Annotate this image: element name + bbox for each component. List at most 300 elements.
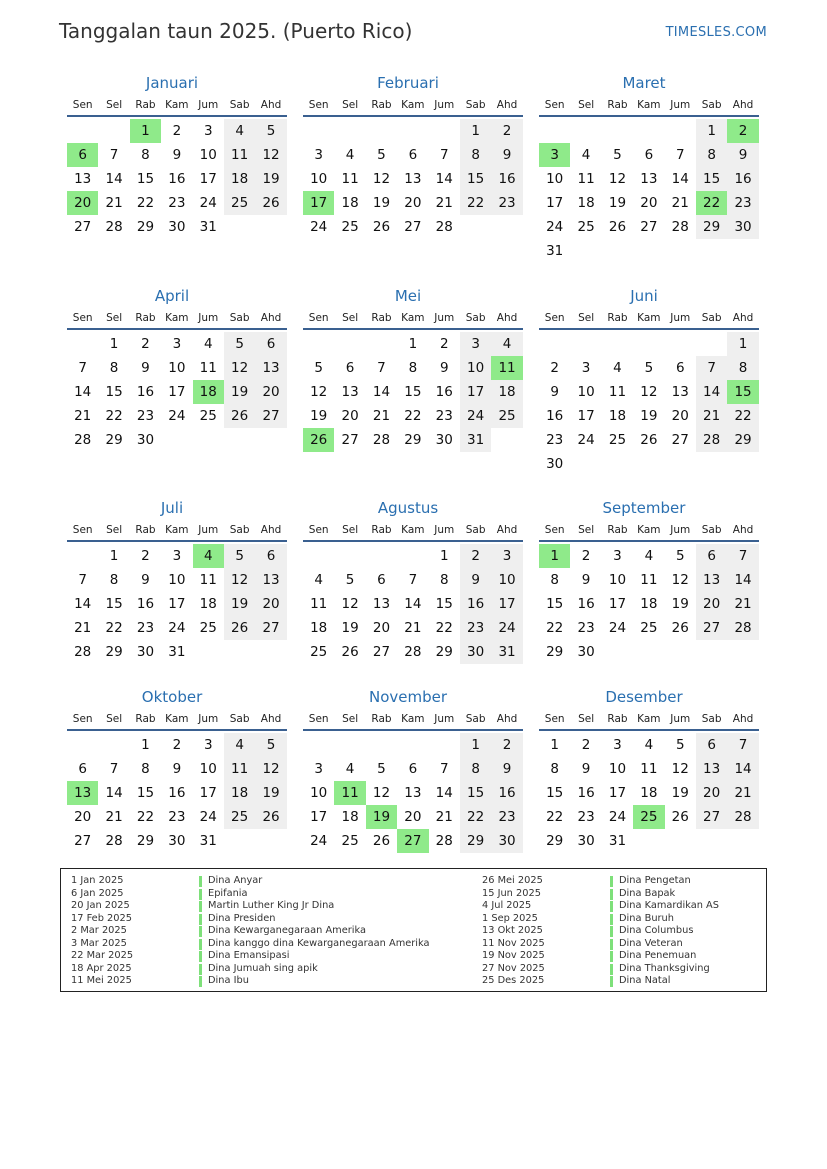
day-cell: 22 — [136, 809, 155, 825]
day-cell: 27 — [341, 432, 359, 448]
month-name: Februari — [377, 74, 439, 92]
legend-date: 22 Mar 2025 — [71, 950, 134, 961]
weekday-label: Sen — [308, 524, 329, 536]
day-cell: 15 — [460, 167, 491, 191]
day-cell: 10 — [199, 761, 217, 777]
holiday-marker — [610, 976, 613, 987]
legend-row — [482, 950, 719, 963]
day-cell: 1 — [408, 336, 418, 352]
day-cell: 10 — [460, 356, 491, 380]
legend-holiday-name: Dina Natal — [619, 975, 671, 986]
day-cell: 3 — [314, 761, 323, 777]
holiday-day-cell: 27 — [397, 829, 428, 853]
legend-column-left — [71, 875, 430, 988]
day-cell: 31 — [608, 833, 627, 849]
legend-date: 26 Mei 2025 — [482, 875, 543, 886]
day-grid — [539, 332, 759, 476]
legend-row — [71, 938, 430, 951]
weekday-label: Sel — [342, 524, 359, 536]
day-cell: 9 — [581, 572, 591, 588]
weekday-label: Sen — [544, 99, 565, 111]
day-cell: 6 — [408, 147, 418, 163]
day-cell: 23 — [168, 809, 186, 825]
weekday-label: Jum — [434, 524, 455, 536]
legend-row — [71, 925, 430, 938]
day-cell: 18 — [224, 781, 255, 805]
day-cell: 28 — [435, 219, 453, 235]
day-cell: 18 — [199, 596, 217, 612]
month-name: Juni — [630, 287, 658, 305]
day-cell: 11 — [608, 384, 627, 400]
day-cell: 23 — [546, 432, 564, 448]
holiday-day-cell: 2 — [727, 119, 758, 143]
day-cell: 4 — [581, 147, 591, 163]
empty-cell — [303, 119, 334, 143]
day-cell: 1 — [696, 119, 727, 143]
weekday-label: Kam — [165, 524, 189, 536]
day-cell: 24 — [199, 195, 217, 211]
day-cell: 31 — [199, 219, 217, 235]
legend-row — [71, 875, 430, 888]
day-cell: 10 — [491, 568, 522, 592]
empty-cell — [303, 733, 334, 757]
legend-date: 11 Mei 2025 — [71, 975, 132, 986]
day-cell: 3 — [613, 737, 622, 753]
day-grid — [539, 119, 759, 263]
empty-cell — [397, 733, 428, 757]
month-mei — [296, 283, 516, 452]
day-grid — [67, 544, 287, 664]
legend-holiday-name: Dina Thanksgiving — [619, 962, 710, 974]
day-cell: 28 — [727, 616, 758, 640]
day-cell: 8 — [727, 356, 758, 380]
day-cell: 5 — [314, 360, 323, 376]
day-cell: 13 — [696, 757, 727, 781]
day-cell: 23 — [136, 408, 155, 424]
page-title: Tanggalan taun 2025. (Puerto Rico) — [59, 19, 413, 43]
day-cell: 13 — [696, 568, 727, 592]
day-cell: 15 — [105, 384, 123, 400]
day-cell: 2 — [491, 119, 522, 143]
weekday-header — [67, 96, 287, 117]
legend-date: 3 Mar 2025 — [71, 937, 127, 949]
weekday-label: Ahd — [496, 99, 518, 111]
day-cell: 16 — [460, 592, 491, 616]
day-cell: 9 — [581, 761, 591, 777]
day-cell: 12 — [255, 757, 286, 781]
empty-cell — [67, 733, 98, 757]
day-cell: 11 — [224, 757, 255, 781]
day-cell: 1 — [109, 336, 119, 352]
day-cell: 20 — [74, 809, 92, 825]
day-cell: 25 — [640, 620, 658, 636]
weekday-header — [539, 96, 759, 117]
day-cell: 12 — [224, 568, 255, 592]
empty-cell — [334, 119, 365, 143]
brand-link[interactable]: TIMESLES.COM — [665, 25, 767, 40]
day-cell: 29 — [136, 833, 155, 849]
weekday-label: Sel — [578, 312, 595, 324]
day-cell: 10 — [608, 761, 627, 777]
day-cell: 30 — [577, 833, 595, 849]
empty-cell — [633, 119, 664, 143]
day-cell: 1 — [141, 737, 150, 753]
legend-holiday-name: Martin Luther King Jr Dina — [208, 900, 335, 911]
holiday-day-cell: 1 — [130, 119, 161, 143]
month-februari — [296, 70, 516, 239]
day-cell: 4 — [314, 572, 323, 588]
day-cell: 30 — [168, 219, 186, 235]
day-cell: 21 — [727, 781, 758, 805]
weekday-label: Sab — [229, 312, 250, 324]
holiday-marker — [610, 926, 613, 937]
weekday-label: Ahd — [496, 524, 518, 536]
day-cell: 21 — [105, 809, 123, 825]
day-cell: 19 — [310, 408, 328, 424]
day-cell: 27 — [372, 644, 391, 660]
day-cell: 9 — [172, 147, 182, 163]
holiday-day-cell: 25 — [633, 805, 664, 829]
day-cell: 12 — [310, 384, 328, 400]
day-cell: 23 — [491, 191, 522, 215]
day-cell: 11 — [224, 143, 255, 167]
day-cell: 4 — [345, 147, 355, 163]
day-cell: 15 — [136, 785, 155, 801]
day-cell: 14 — [435, 785, 453, 801]
day-cell: 25 — [310, 644, 328, 660]
day-cell: 29 — [105, 432, 123, 448]
legend-holiday-name: Dina Ibu — [208, 975, 249, 986]
day-grid — [67, 332, 287, 452]
month-name: Juli — [160, 499, 184, 517]
day-cell: 10 — [310, 171, 328, 187]
weekday-label: Sen — [72, 713, 93, 725]
day-cell: 27 — [696, 616, 727, 640]
day-cell: 1 — [727, 332, 758, 356]
legend-holiday-name: Epifania — [208, 887, 248, 899]
weekday-label: Kam — [165, 713, 189, 725]
day-cell: 20 — [255, 592, 286, 616]
day-cell: 15 — [435, 596, 453, 612]
day-cell: 5 — [255, 733, 286, 757]
day-cell: 11 — [341, 171, 359, 187]
day-cell: 13 — [671, 384, 689, 400]
day-cell: 19 — [608, 195, 627, 211]
weekday-header — [539, 710, 759, 731]
day-cell: 13 — [255, 356, 286, 380]
day-cell: 16 — [168, 785, 186, 801]
day-cell: 24 — [310, 219, 328, 235]
weekday-label: Ahd — [260, 99, 282, 111]
day-cell: 4 — [203, 336, 213, 352]
weekday-header — [67, 710, 287, 731]
day-cell: 14 — [74, 384, 92, 400]
weekday-label: Sen — [72, 312, 93, 324]
day-cell: 10 — [577, 384, 595, 400]
weekday-label: Sab — [465, 713, 486, 725]
day-cell: 5 — [377, 761, 386, 777]
day-cell: 30 — [136, 432, 155, 448]
day-cell: 27 — [74, 219, 92, 235]
day-cell: 7 — [109, 761, 119, 777]
month-januari — [60, 70, 280, 239]
day-cell: 10 — [168, 360, 186, 376]
holiday-day-cell: 13 — [67, 781, 98, 805]
day-cell: 27 — [404, 219, 422, 235]
day-cell: 15 — [136, 171, 155, 187]
day-cell: 31 — [546, 243, 564, 259]
day-cell: 30 — [168, 833, 186, 849]
weekday-label: Kam — [401, 524, 425, 536]
month-name: September — [602, 499, 686, 517]
weekday-label: Sab — [701, 312, 722, 324]
day-cell: 26 — [608, 219, 627, 235]
day-cell: 22 — [435, 620, 453, 636]
legend-row — [482, 913, 719, 926]
holiday-day-cell: 15 — [727, 380, 758, 404]
legend-holiday-name: Dina Kewarganegaraan Amerika — [208, 925, 366, 936]
empty-cell — [67, 332, 98, 356]
legend-row — [482, 888, 719, 901]
day-cell: 25 — [608, 432, 627, 448]
weekday-header — [303, 309, 523, 330]
empty-cell — [397, 544, 428, 568]
day-cell: 22 — [546, 809, 564, 825]
legend-row — [71, 975, 430, 988]
day-cell: 18 — [640, 596, 658, 612]
day-cell: 13 — [255, 568, 286, 592]
legend-date: 19 Nov 2025 — [482, 950, 545, 961]
day-cell: 19 — [224, 380, 255, 404]
weekday-label: Jum — [198, 312, 219, 324]
empty-cell — [570, 332, 601, 356]
day-cell: 4 — [644, 737, 654, 753]
day-cell: 15 — [105, 596, 123, 612]
weekday-label: Jum — [434, 713, 455, 725]
day-cell: 2 — [141, 548, 150, 564]
day-cell: 28 — [74, 644, 92, 660]
weekday-label: Sel — [342, 312, 359, 324]
day-cell: 7 — [727, 733, 758, 757]
day-grid — [303, 733, 523, 853]
day-cell: 13 — [404, 171, 422, 187]
day-cell: 19 — [255, 167, 286, 191]
month-name: Mei — [394, 287, 422, 305]
day-cell: 23 — [577, 620, 595, 636]
day-cell: 31 — [199, 833, 217, 849]
weekday-label: Jum — [434, 99, 455, 111]
day-cell: 25 — [577, 219, 595, 235]
day-cell: 2 — [172, 737, 182, 753]
day-cell: 25 — [341, 833, 359, 849]
legend-date: 2 Mar 2025 — [71, 925, 127, 936]
day-cell: 8 — [696, 143, 727, 167]
day-cell: 16 — [577, 785, 595, 801]
month-maret — [532, 70, 752, 263]
weekday-label: Sab — [701, 99, 722, 111]
day-cell: 15 — [546, 596, 564, 612]
day-cell: 17 — [491, 592, 522, 616]
day-cell: 15 — [404, 384, 422, 400]
day-cell: 28 — [105, 219, 123, 235]
weekday-label: Sel — [106, 99, 123, 111]
empty-cell — [539, 332, 570, 356]
month-november — [296, 684, 516, 853]
day-cell: 6 — [675, 360, 685, 376]
empty-cell — [366, 332, 397, 356]
day-cell: 16 — [136, 596, 155, 612]
weekday-label: Sel — [578, 713, 595, 725]
day-cell: 24 — [168, 408, 186, 424]
weekday-label: Rab — [371, 524, 392, 536]
empty-cell — [67, 544, 98, 568]
weekday-header — [67, 309, 287, 330]
day-cell: 18 — [491, 380, 522, 404]
weekday-label: Sab — [229, 99, 250, 111]
weekday-label: Sen — [308, 99, 329, 111]
day-cell: 30 — [460, 640, 491, 664]
day-cell: 7 — [109, 147, 119, 163]
weekday-label: Kam — [637, 524, 661, 536]
day-cell: 31 — [460, 428, 491, 452]
holiday-marker — [199, 939, 202, 950]
day-cell: 2 — [581, 548, 591, 564]
day-cell: 16 — [435, 384, 453, 400]
day-cell: 16 — [546, 408, 564, 424]
legend-date: 6 Jan 2025 — [71, 887, 124, 899]
month-name: November — [368, 688, 448, 706]
day-cell: 3 — [314, 147, 323, 163]
day-cell: 22 — [136, 195, 155, 211]
empty-cell — [98, 119, 129, 143]
day-cell: 11 — [199, 360, 217, 376]
weekday-label: Ahd — [732, 524, 754, 536]
day-cell: 21 — [435, 195, 453, 211]
day-cell: 29 — [546, 833, 564, 849]
day-cell: 16 — [136, 384, 155, 400]
day-cell: 25 — [341, 219, 359, 235]
day-cell: 3 — [172, 336, 182, 352]
day-cell: 8 — [550, 761, 559, 777]
weekday-label: Rab — [371, 312, 392, 324]
day-cell: 8 — [550, 572, 559, 588]
day-grid — [303, 544, 523, 664]
weekday-label: Sel — [342, 99, 359, 111]
weekday-label: Kam — [401, 713, 425, 725]
weekday-label: Sab — [229, 524, 250, 536]
empty-cell — [539, 119, 570, 143]
day-cell: 11 — [577, 171, 595, 187]
day-cell: 27 — [255, 616, 286, 640]
day-cell: 16 — [491, 167, 522, 191]
day-cell: 18 — [640, 785, 658, 801]
day-cell: 18 — [341, 195, 359, 211]
weekday-label: Kam — [165, 312, 189, 324]
day-cell: 13 — [372, 596, 391, 612]
day-cell: 28 — [435, 833, 453, 849]
day-cell: 17 — [199, 171, 217, 187]
day-cell: 22 — [404, 408, 422, 424]
day-cell: 20 — [341, 408, 359, 424]
weekday-header — [303, 521, 523, 542]
day-cell: 17 — [168, 384, 186, 400]
legend-holiday-name: Dina Emansipasi — [208, 950, 290, 961]
day-cell: 14 — [74, 596, 92, 612]
weekday-label: Sen — [544, 524, 565, 536]
day-cell: 12 — [372, 171, 391, 187]
weekday-label: Sen — [72, 524, 93, 536]
empty-cell — [633, 332, 664, 356]
day-cell: 17 — [546, 195, 564, 211]
day-cell: 8 — [109, 360, 119, 376]
day-cell: 26 — [341, 644, 359, 660]
day-cell: 6 — [377, 572, 386, 588]
holiday-marker — [199, 914, 202, 925]
day-cell: 7 — [408, 572, 418, 588]
day-cell: 24 — [310, 833, 328, 849]
month-name: Maret — [622, 74, 666, 92]
day-cell: 24 — [460, 404, 491, 428]
empty-cell — [366, 544, 397, 568]
legend-date: 13 Okt 2025 — [482, 925, 543, 936]
day-cell: 19 — [671, 785, 689, 801]
day-cell: 27 — [671, 432, 689, 448]
legend-holiday-name: Dina Pengetan — [619, 875, 691, 886]
day-cell: 17 — [608, 785, 627, 801]
day-cell: 19 — [255, 781, 286, 805]
day-cell: 2 — [550, 360, 559, 376]
day-cell: 1 — [460, 119, 491, 143]
weekday-label: Rab — [135, 524, 156, 536]
day-cell: 29 — [404, 432, 422, 448]
day-cell: 12 — [671, 572, 689, 588]
day-cell: 26 — [640, 432, 658, 448]
holiday-day-cell: 11 — [491, 356, 522, 380]
weekday-label: Sel — [106, 524, 123, 536]
day-cell: 18 — [224, 167, 255, 191]
day-cell: 4 — [491, 332, 522, 356]
weekday-label: Rab — [607, 524, 628, 536]
day-cell: 1 — [550, 737, 559, 753]
day-cell: 2 — [439, 336, 449, 352]
day-cell: 14 — [105, 785, 123, 801]
day-cell: 25 — [224, 191, 255, 215]
day-cell: 8 — [109, 572, 119, 588]
holiday-day-cell: 3 — [539, 143, 570, 167]
day-cell: 7 — [78, 572, 87, 588]
weekday-header — [303, 710, 523, 731]
day-cell: 23 — [460, 616, 491, 640]
month-juni — [532, 283, 752, 476]
day-cell: 1 — [109, 548, 119, 564]
day-cell: 9 — [141, 360, 150, 376]
day-cell: 6 — [408, 761, 418, 777]
month-name: Oktober — [141, 688, 203, 706]
day-cell: 23 — [435, 408, 453, 424]
legend-row — [71, 963, 430, 976]
holiday-marker — [199, 901, 202, 912]
legend-date: 1 Sep 2025 — [482, 912, 538, 924]
legend-date: 1 Jan 2025 — [71, 875, 124, 886]
day-cell: 19 — [640, 408, 658, 424]
day-cell: 6 — [255, 332, 286, 356]
day-cell: 28 — [696, 428, 727, 452]
day-cell: 29 — [546, 644, 564, 660]
day-cell: 28 — [404, 644, 422, 660]
day-cell: 2 — [581, 737, 591, 753]
day-cell: 2 — [141, 336, 150, 352]
day-cell: 18 — [341, 809, 359, 825]
